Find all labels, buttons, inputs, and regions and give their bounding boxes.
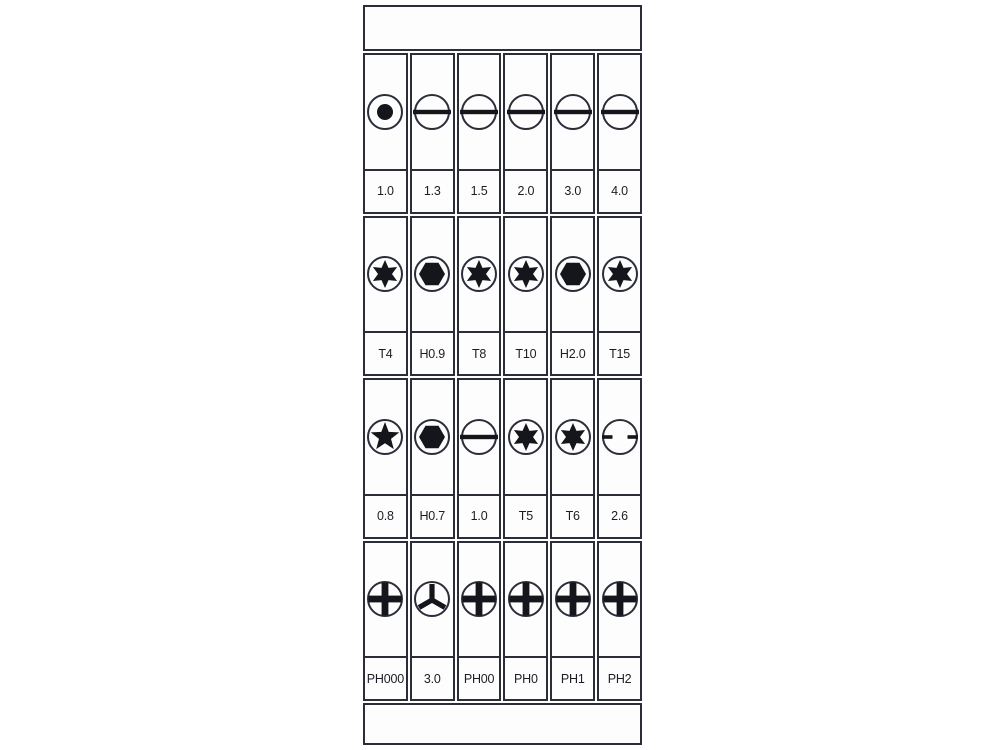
bit-cell	[363, 216, 408, 377]
bit-size-label: T5	[505, 494, 546, 537]
torx-icon	[507, 255, 545, 293]
bit-icon-area	[599, 543, 640, 657]
footer-strip	[363, 703, 642, 745]
phillips-icon	[554, 580, 592, 618]
torx-icon	[366, 255, 404, 293]
bit-size-label: 1.3	[412, 169, 453, 212]
bit-cell	[550, 53, 595, 214]
bit-cell	[363, 378, 408, 539]
bit-size-label: T15	[599, 331, 640, 374]
bit-size-label: 4.0	[599, 169, 640, 212]
bit-cell	[597, 216, 642, 377]
bit-cell	[597, 378, 642, 539]
phillips-icon	[366, 580, 404, 618]
bit-cell	[550, 541, 595, 702]
bit-icon-area	[459, 380, 500, 494]
bit-cell	[410, 216, 455, 377]
phillips-icon	[460, 580, 498, 618]
bit-size-label: H0.7	[412, 494, 453, 537]
bit-cell	[503, 541, 548, 702]
bit-cell	[457, 541, 502, 702]
bit-cell	[550, 378, 595, 539]
triwing-icon	[413, 580, 451, 618]
hex-icon	[413, 418, 451, 456]
bit-size-label: PH1	[552, 656, 593, 699]
bit-icon-area	[552, 380, 593, 494]
bit-size-label: T10	[505, 331, 546, 374]
bit-icon-area	[505, 218, 546, 332]
bit-cell	[457, 216, 502, 377]
slotted-icon	[460, 418, 498, 456]
bit-icon-area	[459, 218, 500, 332]
bit-cell	[503, 216, 548, 377]
slotted-icon	[413, 93, 451, 131]
phillips-icon	[601, 580, 639, 618]
bit-row	[363, 216, 642, 377]
bit-size-label: PH000	[365, 656, 406, 699]
bit-icon-area	[365, 380, 406, 494]
bit-icon-area	[505, 543, 546, 657]
hex-icon	[413, 255, 451, 293]
bit-size-label: PH2	[599, 656, 640, 699]
torx-icon	[507, 418, 545, 456]
slotted-icon	[507, 93, 545, 131]
bit-cell	[410, 541, 455, 702]
bit-size-label: T8	[459, 331, 500, 374]
star5-icon	[366, 418, 404, 456]
bit-cell	[410, 53, 455, 214]
bit-cell	[597, 541, 642, 702]
bit-cell	[457, 378, 502, 539]
bit-icon-area	[459, 543, 500, 657]
bit-cell	[503, 378, 548, 539]
bit-size-label: H0.9	[412, 331, 453, 374]
bit-size-label: 1.5	[459, 169, 500, 212]
bit-cell	[410, 378, 455, 539]
bit-icon-area	[552, 55, 593, 169]
bit-icon-area	[552, 543, 593, 657]
bit-cell	[363, 541, 408, 702]
bit-icon-area	[599, 218, 640, 332]
bit-size-label: 0.8	[365, 494, 406, 537]
torx-icon	[554, 418, 592, 456]
bit-icon-area	[365, 543, 406, 657]
phillips-icon	[507, 580, 545, 618]
bit-icon-area	[599, 380, 640, 494]
bit-icon-area	[552, 218, 593, 332]
bit-size-label: 2.6	[599, 494, 640, 537]
bit-organizer-panel	[363, 5, 642, 745]
bit-size-label: 1.0	[459, 494, 500, 537]
bit-cell	[503, 53, 548, 214]
bit-row	[363, 541, 642, 702]
torx-icon	[460, 255, 498, 293]
bit-icon-area	[412, 55, 453, 169]
bit-size-label: 1.0	[365, 169, 406, 212]
dot-circle-icon	[366, 93, 404, 131]
slotted-icon	[601, 93, 639, 131]
bit-cell	[457, 53, 502, 214]
bit-size-label: H2.0	[552, 331, 593, 374]
bit-icon-area	[365, 55, 406, 169]
bit-icon-area	[599, 55, 640, 169]
slotted-gap-icon	[601, 418, 639, 456]
bit-size-label: PH0	[505, 656, 546, 699]
bit-size-label: T6	[552, 494, 593, 537]
bit-icon-area	[505, 55, 546, 169]
bit-cell	[550, 216, 595, 377]
torx-icon	[601, 255, 639, 293]
slotted-icon	[554, 93, 592, 131]
hex-icon	[554, 255, 592, 293]
bit-icon-area	[505, 380, 546, 494]
bit-cell	[363, 53, 408, 214]
bit-row	[363, 378, 642, 539]
bit-icon-area	[412, 218, 453, 332]
bit-icon-area	[365, 218, 406, 332]
bit-cell	[597, 53, 642, 214]
bit-icon-area	[459, 55, 500, 169]
slotted-icon	[460, 93, 498, 131]
bit-size-label: T4	[365, 331, 406, 374]
bit-size-label: PH00	[459, 656, 500, 699]
bit-size-label: 3.0	[412, 656, 453, 699]
bit-icon-area	[412, 543, 453, 657]
bit-row	[363, 53, 642, 214]
header-strip	[363, 5, 642, 51]
bit-size-label: 2.0	[505, 169, 546, 212]
bit-size-label: 3.0	[552, 169, 593, 212]
bit-icon-area	[412, 380, 453, 494]
